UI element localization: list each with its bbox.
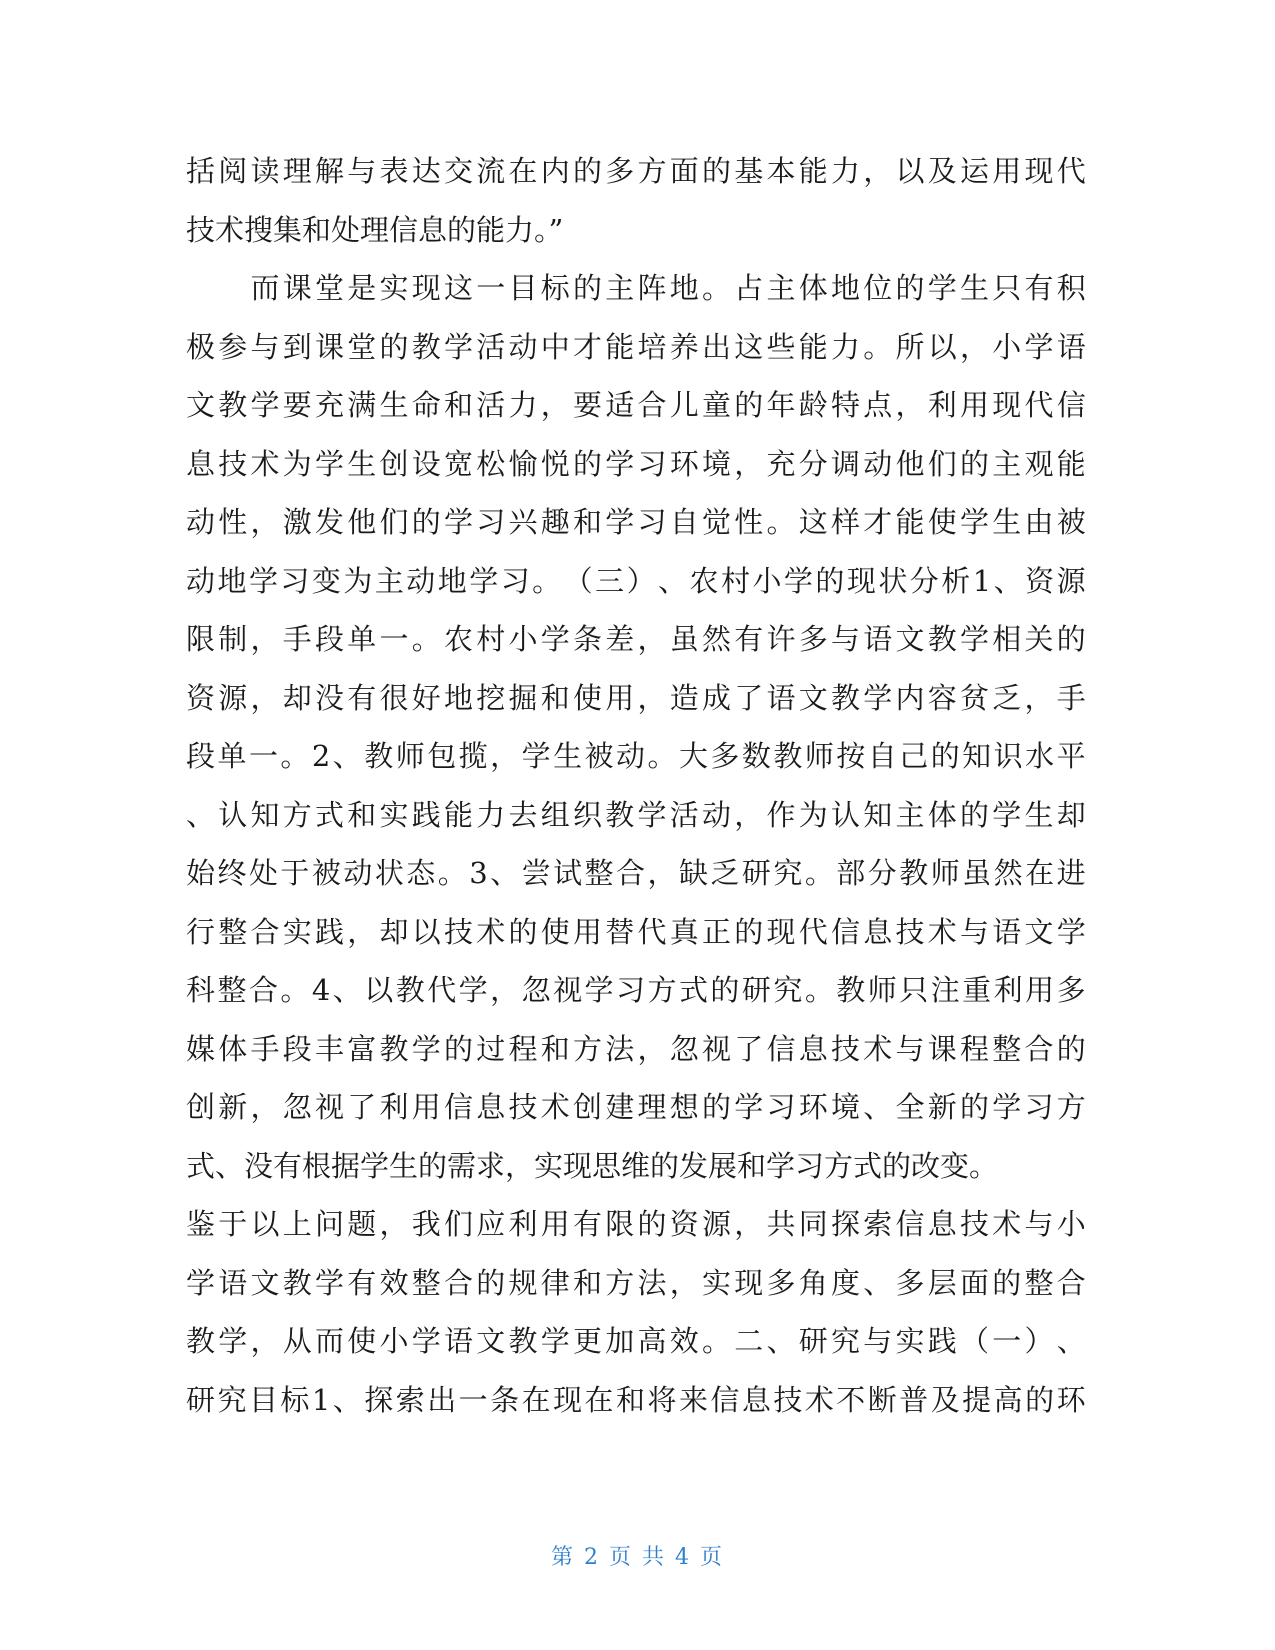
text-line: 段 单 一 。 2 、 教 师 包 揽 ， 学 生 被 动 。 大 多 数 教 师 按 自 己 的 知 识 水 平 — [186, 739, 1086, 773]
text-line: 括 阅 读 理 解 与 表 达 交 流 在 内 的 多 方 面 的 基 本 能 力 ， 以 及 运 用 现 代 — [186, 154, 1086, 188]
text-line: 、 认 知 方 式 和 实 践 能 力 去 组 织 教 学 活 动 ， 作 为 认 知 主 体 的 学 生 却 — [186, 797, 1086, 832]
text-line: 技术搜集和处理信息的能力。” — [186, 212, 564, 247]
text-line: 科 整 合 。 4 、 以 教 代 学 ， 忽 视 学 习 方 式 的 研 究 。 教 师 只 注 重 利 用 多 — [186, 973, 1086, 1007]
text-line: 资 源 ， 却 没 有 很 好 地 挖 掘 和 使 用 ， 造 成 了 语 文 教 学 内 容 贫 乏 ， 手 — [186, 680, 1086, 715]
text-line: 创 新 ， 忽 视 了 利 用 信 息 技 术 创 建 理 想 的 学 习 环 境 、 全 新 的 学 习 方 — [186, 1090, 1086, 1124]
text-line: 文 教 学 要 充 满 生 命 和 活 力 ， 要 适 合 儿 童 的 年 龄 特 点 ， 利 用 现 代 信 — [186, 388, 1086, 422]
page-number-footer: 第 2 页 共 4 页 — [551, 1545, 724, 1570]
text-line: 行 整 合 实 践 ， 却 以 技 术 的 使 用 替 代 真 正 的 现 代 信 息 技 术 与 语 文 学 — [186, 914, 1086, 949]
text-line: 鉴 于 以 上 问 题 ， 我 们 应 利 用 有 限 的 资 源 ， 共 同 探 索 信 息 技 术 与 小 — [186, 1207, 1086, 1241]
text-line: 息 技 术 为 学 生 创 设 宽 松 愉 悦 的 学 习 环 境 ， 充 分 调 动 他 们 的 主 观 能 — [186, 446, 1086, 481]
body-text — [186, 142, 1086, 1429]
text-line: 学 语 文 教 学 有 效 整 合 的 规 律 和 方 法 ， 实 现 多 角 度 、 多 层 面 的 整 合 — [186, 1265, 1086, 1300]
text-line: 教 学 ， 从 而 使 小 学 语 文 教 学 更 加 高 效 。 二 、 研 究 与 实 践 （ 一 ） 、 — [186, 1324, 1086, 1358]
text-line: 研 究 目 标 1 、 探 索 出 一 条 在 现 在 和 将 来 信 息 技 术 不 断 普 及 提 高 的 环 — [186, 1382, 1086, 1417]
text-line: 限 制 ， 手 段 单 一 。 农 村 小 学 条 差 ， 虽 然 有 许 多 与 语 文 教 学 相 关 的 — [186, 622, 1086, 656]
text-line: 而 课 堂 是 实 现 这 一 目 标 的 主 阵 地 。 占 主 体 地 位 的 学 生 只 有 积 — [250, 271, 1086, 305]
text-line: 极 参 与 到 课 堂 的 教 学 活 动 中 才 能 培 养 出 这 些 能 力 。 所 以 ， 小 学 语 — [186, 329, 1086, 364]
text-line: 始 终 处 于 被 动 状 态 。 3 、 尝 试 整 合 ， 缺 乏 研 究 。 部 分 教 师 虽 然 在 进 — [186, 856, 1086, 890]
text-line: 式、没有根据学生的需求，实现思维的发展和学习方式的改变。 — [186, 1148, 999, 1183]
text-line: 动 性 ， 激 发 他 们 的 学 习 兴 趣 和 学 习 自 觉 性 。 这 样 才 能 使 学 生 由 被 — [186, 505, 1086, 539]
text-line: 动 地 学 习 变 为 主 动 地 学 习 。 （ 三 ） 、 农 村 小 学 的 现 状 分 析 1 、 资 源 — [186, 563, 1086, 598]
text-line: 媒 体 手 段 丰 富 教 学 的 过 程 和 方 法 ， 忽 视 了 信 息 技 术 与 课 程 整 合 的 — [186, 1031, 1086, 1066]
